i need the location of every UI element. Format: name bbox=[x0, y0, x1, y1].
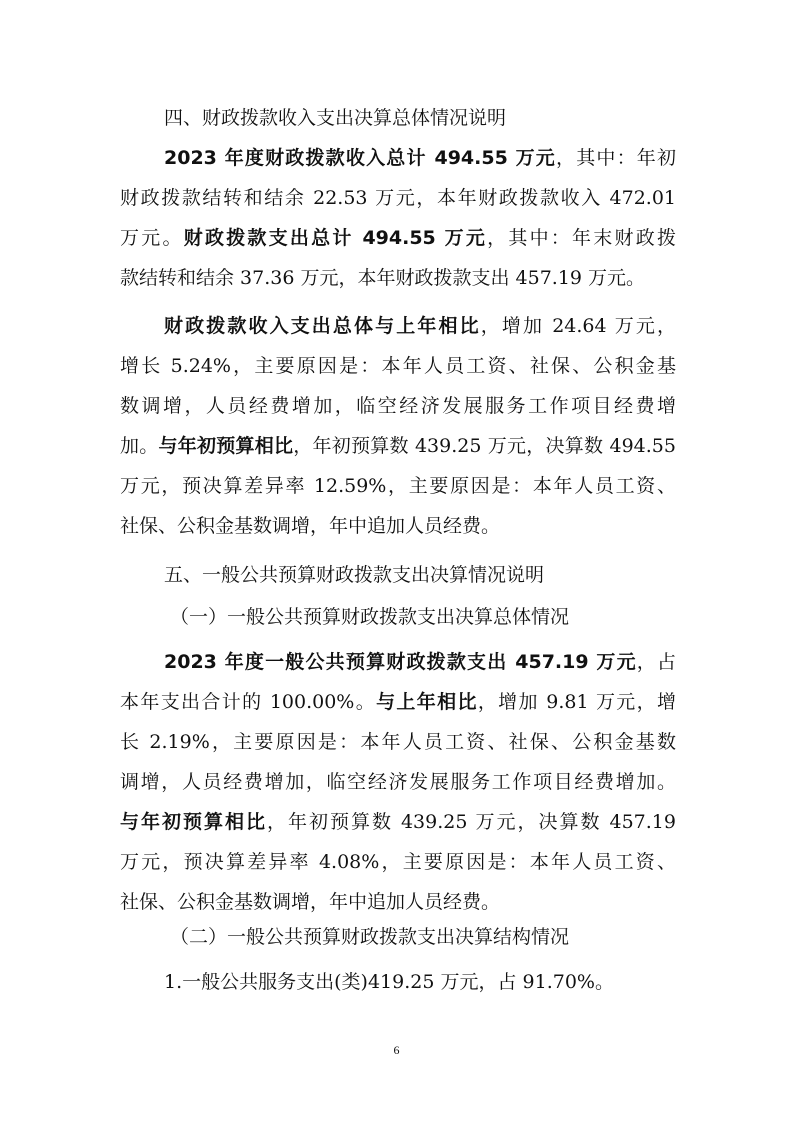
bold-text: 与年初预算相比 bbox=[120, 811, 267, 833]
subsection-heading: （一）一般公共预算财政拨款支出决算总体情况 bbox=[170, 606, 570, 628]
text-run: ，其中：年初 bbox=[556, 147, 676, 169]
paragraph-line bbox=[120, 762, 676, 802]
text-run: 万元，预决算差异率 12.59%，主要原因是：本年人员工资、 bbox=[120, 475, 676, 497]
text-run: ，其中：年末财政拨 bbox=[487, 227, 676, 249]
subsection-heading: （二）一般公共预算财政拨款支出决算结构情况 bbox=[170, 926, 570, 948]
section-heading: 五、一般公共预算财政拨款支出决算情况说明 bbox=[164, 564, 545, 586]
text-run: 调增，人员经费增加，临空经济发展服务工作项目经费增加。 bbox=[120, 771, 676, 793]
text-run: 社保、公积金基数调增，年中追加人员经费。 bbox=[120, 891, 501, 913]
text-run: ，增加 9.81 万元，增 bbox=[477, 691, 676, 713]
text-run: ，增加 24.64 万元， bbox=[480, 315, 676, 337]
bold-text: 2023 年度财政拨款收入总计 494.55 万元 bbox=[164, 147, 556, 169]
page-number: 6 bbox=[393, 1043, 400, 1057]
bold-text: 与年初预算相比 bbox=[158, 435, 294, 457]
text-run: 万元。 bbox=[120, 227, 184, 249]
text-run: 社保、公积金基数调增，年中追加人员经费。 bbox=[120, 515, 501, 537]
paragraph-line bbox=[120, 178, 676, 218]
text-run: 加。 bbox=[120, 435, 159, 457]
text-run: 财政拨款结转和结余 22.53 万元，本年财政拨款收入 472.01 bbox=[120, 187, 676, 209]
paragraph-line bbox=[120, 218, 676, 258]
text-run: 增长 5.24%，主要原因是：本年人员工资、社保、公积金基 bbox=[120, 355, 676, 377]
paragraph-line bbox=[120, 306, 676, 346]
text-run: 款结转和结余 37.36 万元，本年财政拨款支出 457.19 万元。 bbox=[120, 267, 646, 289]
paragraph bbox=[120, 138, 676, 298]
paragraph-line bbox=[120, 426, 676, 466]
paragraph-line bbox=[120, 722, 676, 762]
bold-text: 2023 年度一般公共预算财政拨款支出 457.19 万元 bbox=[164, 651, 637, 673]
text-run: 1.一般公共服务支出(类)419.25 万元，占 91.70%。 bbox=[164, 971, 614, 993]
section-heading: 四、财政拨款收入支出决算总体情况说明 bbox=[164, 107, 507, 129]
paragraph-line bbox=[120, 506, 676, 546]
text-run: ，占 bbox=[636, 651, 676, 673]
bold-text: 与上年相比 bbox=[376, 691, 478, 713]
text-run: 数调增，人员经费增加，临空经济发展服务工作项目经费增 bbox=[120, 395, 676, 417]
paragraph bbox=[120, 962, 676, 1002]
text-run: 万元，预决算差异率 4.08%，主要原因是：本年人员工资、 bbox=[120, 851, 676, 873]
paragraph-line bbox=[120, 386, 676, 426]
bold-text: 财政拨款收入支出总体与上年相比 bbox=[164, 315, 481, 337]
paragraph-line bbox=[120, 258, 676, 298]
subsection-1 bbox=[120, 597, 676, 637]
paragraph-line bbox=[120, 642, 676, 682]
text-run: ，年初预算数 439.25 万元，决算数 457.19 bbox=[266, 811, 676, 833]
paragraph-line bbox=[120, 962, 676, 1002]
paragraph-line bbox=[120, 466, 676, 506]
paragraph-line bbox=[120, 882, 676, 922]
bold-text: 财政拨款支出总计 494.55 万元 bbox=[183, 227, 488, 249]
paragraph-line bbox=[120, 346, 676, 386]
paragraph-line bbox=[120, 802, 676, 842]
text-run: ，年初预算数 439.25 万元，决算数 494.55 bbox=[293, 435, 676, 457]
section-4 bbox=[120, 98, 676, 138]
paragraph bbox=[120, 642, 676, 922]
paragraph-line bbox=[120, 138, 676, 178]
paragraph-line bbox=[120, 682, 676, 722]
text-run: 本年支出合计的 100.00%。 bbox=[120, 691, 377, 713]
subsection-2 bbox=[120, 917, 676, 957]
text-run: 长 2.19%，主要原因是：本年人员工资、社保、公积金基数 bbox=[120, 731, 676, 753]
paragraph bbox=[120, 306, 676, 546]
paragraph-line bbox=[120, 842, 676, 882]
section-5 bbox=[120, 555, 676, 595]
